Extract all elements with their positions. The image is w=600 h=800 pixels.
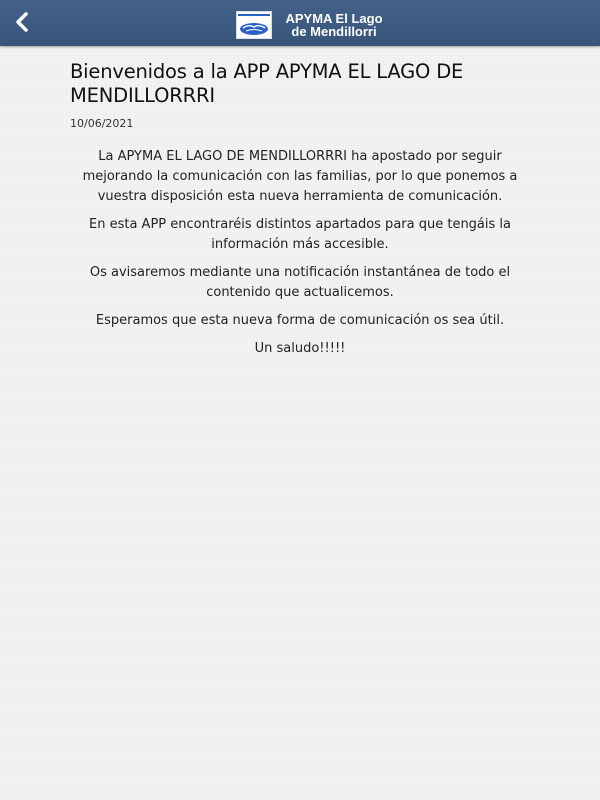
header-title xyxy=(279,12,389,38)
header-title-line-2: de Mendillorri xyxy=(291,24,377,39)
article-date: 10/06/2021 xyxy=(70,117,134,130)
article-content xyxy=(70,60,530,367)
article-paragraph: La APYMA EL LAGO DE MENDILLORRRI ha apostado por seguir mejorando la comunicación con las familias, por lo que ponemos a vuestra disposición esta nueva herramienta de comunicación. xyxy=(82,149,518,204)
header-brand xyxy=(236,11,389,39)
article-paragraph: Un saludo!!!!! xyxy=(254,341,346,356)
chevron-left-icon xyxy=(14,12,30,32)
article-paragraph: En esta APP encontraréis distintos apartados para que tengáis la información más accesible. xyxy=(89,217,511,252)
back-button[interactable] xyxy=(8,8,36,36)
article-body xyxy=(70,147,530,359)
page-title: Bienvenidos a la APP APYMA EL LAGO DE MENDILLORRRI xyxy=(70,60,464,107)
article-paragraph: Esperamos que esta nueva forma de comunicación os sea útil. xyxy=(95,313,505,328)
header-title-line-1: APYMA El Lago xyxy=(285,11,383,26)
article-paragraph: Os avisaremos mediante una notificación instantánea de todo el contenido que actualicemos. xyxy=(89,265,511,300)
app-header-bar xyxy=(0,0,600,46)
apyma-logo-icon xyxy=(236,11,272,39)
